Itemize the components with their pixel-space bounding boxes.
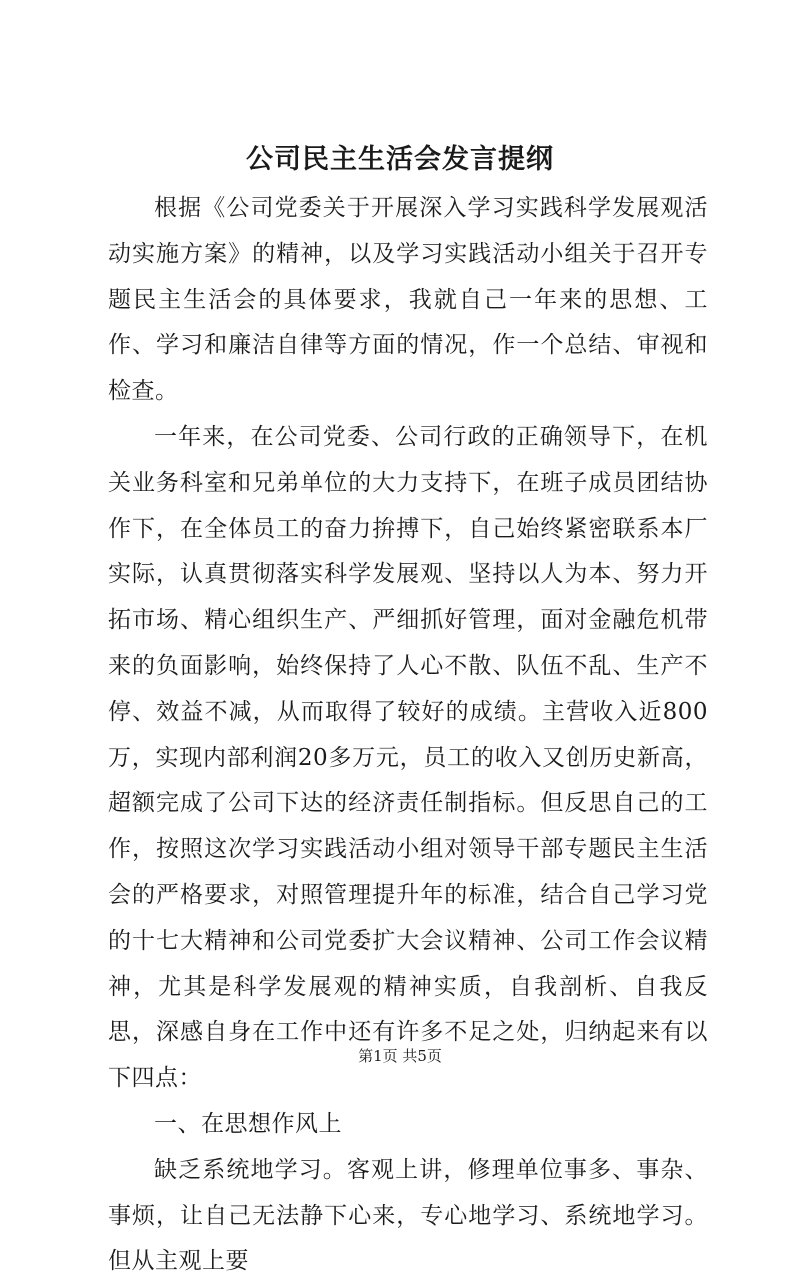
paragraph-lack-of-study: 缺乏系统地学习。客观上讲，修理单位事多、事杂、事烦，让自己无法静下心来，专心地学习、系统地学习。但从主观上要 bbox=[108, 1156, 708, 1275]
document-title: 公司民主生活会发言提纲 bbox=[246, 144, 554, 175]
page-footer: 第1页 共5页 bbox=[358, 1047, 442, 1065]
document-body bbox=[108, 186, 708, 1285]
paragraph-summary: 一年来，在公司党委、公司行政的正确领导下，在机关业务科室和兄弟单位的大力支持下，在班子成员团结协作下，在全体员工的奋力拚搏下，自己始终紧密联系本厂实际，认真贯彻落实科学发展观、坚持以人为本、努力开拓市场、精心组织生产、严细抓好管理，面对金融危机带来的负面影响，始终保持了人心不散、队伍不乱、生产不停、效益不减，从而取得了较好的成绩。主营收入近800万，实现内部利润20多万元，员工的收入又创历史新高，超额完成了公司下达的经济责任制指标。但反思自己的工作，按照这次学习实践活动小组对领导干部专题民主生活会的严格要求，对照管理提升年的标准，结合自己学习党的十七大精神和公司党委扩大会议精神、公司工作会议精神，尤其是科学发展观的精神实质，自我剖析、自我反思，深感自身在工作中还有许多不足之处，归纳起来有以下四点： bbox=[108, 423, 708, 1092]
section-heading-thinking-style: 一、在思想作风上 bbox=[154, 1110, 342, 1137]
paragraph-intro: 根据《公司党委关于开展深入学习实践科学发展观活动实施方案》的精神，以及学习实践活动小组关于召开专题民主生活会的具体要求，我就自己一年来的思想、工作、学习和廉洁自律等方面的情况，作一个总结、审视和检查。 bbox=[108, 195, 708, 405]
